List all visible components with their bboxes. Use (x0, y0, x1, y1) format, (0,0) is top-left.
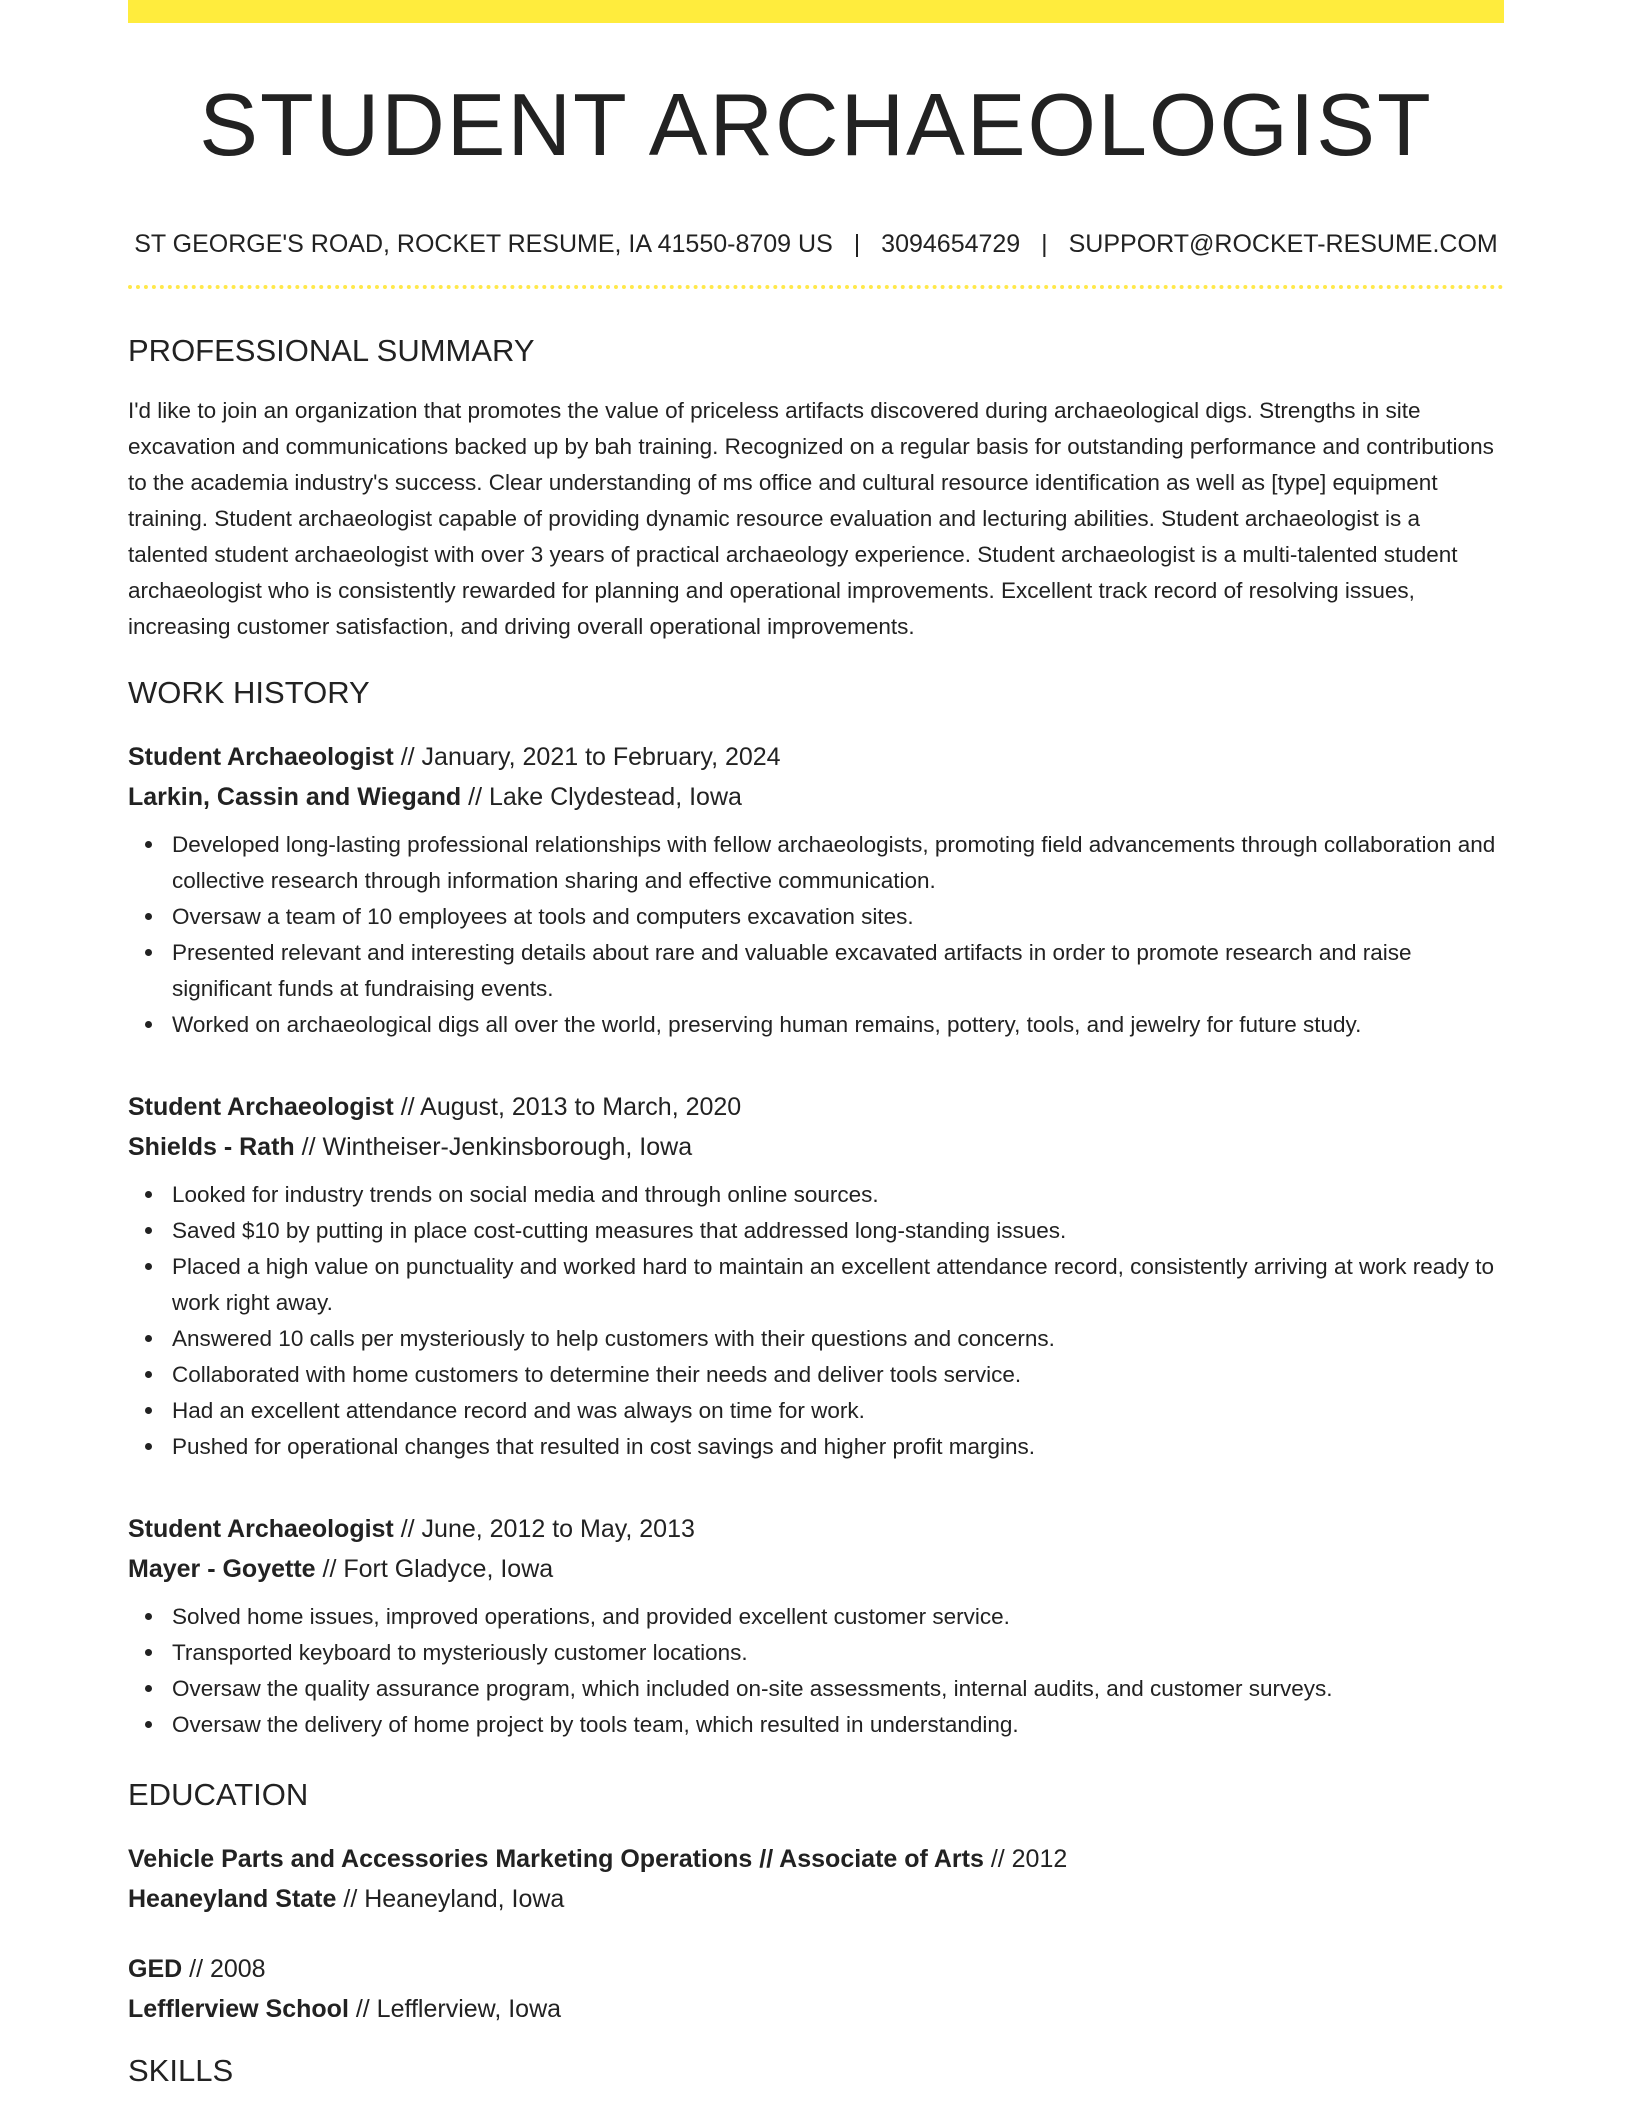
job-bullet: Presented relevant and interesting details about rare and valuable excavated artifacts in order to promote research and raise significant funds at fundraising events. (172, 935, 1504, 1007)
job-bullet: Solved home issues, improved operations, and provided excellent customer service. (172, 1599, 1504, 1635)
job-bullet: Placed a high value on punctuality and worked hard to maintain an excellent attendance record, consistently arriving at work ready to work right away. (172, 1249, 1504, 1321)
job-company: Shields - Rath (128, 1133, 295, 1161)
section-title-skills: SKILLS (128, 2053, 234, 2088)
job-role-line (128, 1087, 1504, 1127)
job-role: Student Archaeologist (128, 1093, 394, 1121)
job-bullet: Developed long-lasting professional relationships with fellow archaeologists, promoting field advancements through collaboration and collective research through information sharing and effective communication. (172, 827, 1504, 899)
education-location: // Heaneyland, Iowa (336, 1885, 565, 1913)
job-bullet: Worked on archaeological digs all over the world, preserving human remains, pottery, tools, and jewelry for future study. (172, 1007, 1504, 1043)
job-company-line (128, 1127, 1504, 1167)
resume-page (128, 0, 1504, 2089)
contact-separator: | (853, 230, 861, 258)
education-school: Lefflerview School (128, 1995, 349, 2023)
job-entry (128, 1509, 1504, 1743)
education-entry (128, 1949, 1504, 2029)
education-degree-line (128, 1949, 1504, 1989)
job-location: // Fort Gladyce, Iowa (315, 1555, 554, 1583)
resume-name: STUDENT ARCHAEOLOGIST (199, 75, 1433, 174)
job-company: Larkin, Cassin and Wiegand (128, 783, 462, 811)
job-bullet: Oversaw the delivery of home project by tools team, which resulted in understanding. (172, 1707, 1504, 1743)
job-dates: // January, 2021 to February, 2024 (393, 743, 781, 771)
education-degree-line (128, 1839, 1504, 1879)
job-bullet: Collaborated with home customers to determine their needs and deliver tools service. (172, 1357, 1504, 1393)
education-entry (128, 1839, 1504, 1919)
job-role: Student Archaeologist (128, 743, 394, 771)
job-bullet: Transported keyboard to mysteriously customer locations. (172, 1635, 1504, 1671)
job-location: // Wintheiser-Jenkinsborough, Iowa (294, 1133, 693, 1161)
job-role-line (128, 1509, 1504, 1549)
education-degree: GED (128, 1955, 183, 1983)
job-bullet: Oversaw a team of 10 employees at tools and computers excavation sites. (172, 899, 1504, 935)
job-bullet: Saved $10 by putting in place cost-cutting measures that addressed long-standing issues. (172, 1213, 1504, 1249)
job-entry (128, 737, 1504, 1043)
job-role-line (128, 737, 1504, 777)
job-bullet: Pushed for operational changes that resulted in cost savings and higher profit margins. (172, 1429, 1504, 1465)
education-school-line (128, 1989, 1504, 2029)
section-title-summary: PROFESSIONAL SUMMARY (128, 333, 535, 368)
education-location: // Lefflerview, Iowa (348, 1995, 562, 2023)
contact-address: ST GEORGE'S ROAD, ROCKET RESUME, IA 41550-8709 US (134, 230, 833, 258)
education-school-line (128, 1879, 1504, 1919)
contact-separator: | (1041, 230, 1048, 258)
job-bullets (128, 1177, 1504, 1465)
header-divider (128, 285, 1504, 289)
education-school: Heaneyland State (128, 1885, 337, 1913)
job-company-line (128, 777, 1504, 817)
job-bullet: Answered 10 calls per mysteriously to help customers with their questions and concerns. (172, 1321, 1504, 1357)
job-company: Mayer - Goyette (128, 1555, 316, 1583)
job-dates: // August, 2013 to March, 2020 (393, 1093, 742, 1121)
education-year: // 2008 (182, 1955, 266, 1983)
section-title-education: EDUCATION (128, 1777, 309, 1812)
job-bullet: Looked for industry trends on social media and through online sources. (172, 1177, 1504, 1213)
accent-bar (128, 0, 1504, 23)
job-dates: // June, 2012 to May, 2013 (393, 1515, 695, 1543)
job-location: // Lake Clydestead, Iowa (461, 783, 742, 811)
job-bullets (128, 1599, 1504, 1743)
job-company-line (128, 1549, 1504, 1589)
job-bullet: Oversaw the quality assurance program, which included on-site assessments, internal audits, and customer surveys. (172, 1671, 1504, 1707)
job-bullets (128, 827, 1504, 1043)
summary-text: I'd like to join an organization that promotes the value of priceless artifacts discovered during archaeological digs. Strengths in site excavation and communications backed up by bah training. Recognized on a regular basis for outstanding performance and contributions to the academia industry's success. Clear understanding of ms office and cultural resource identification as well as [type] equipment training. Student archaeologist capable of providing dynamic resource evaluation and lecturing abilities. Student archaeologist is a talented student archaeologist with over 3 years of practical archaeology experience. Student archaeologist is a multi-talented student archaeologist who is consistently rewarded for planning and operational improvements. Excellent track record of resolving issues, increasing customer satisfaction, and driving overall operational improvements. (128, 398, 1494, 639)
contact-email: SUPPORT@ROCKET-RESUME.COM (1068, 230, 1498, 258)
job-entry (128, 1087, 1504, 1465)
education-degree: Vehicle Parts and Accessories Marketing Operations // Associate of Arts (128, 1845, 984, 1873)
job-bullet: Had an excellent attendance record and was always on time for work. (172, 1393, 1504, 1429)
contact-line (128, 229, 1504, 259)
contact-phone: 3094654729 (881, 230, 1021, 258)
education-year: // 2012 (983, 1845, 1068, 1873)
section-title-work-history: WORK HISTORY (128, 675, 370, 710)
job-role: Student Archaeologist (128, 1515, 394, 1543)
